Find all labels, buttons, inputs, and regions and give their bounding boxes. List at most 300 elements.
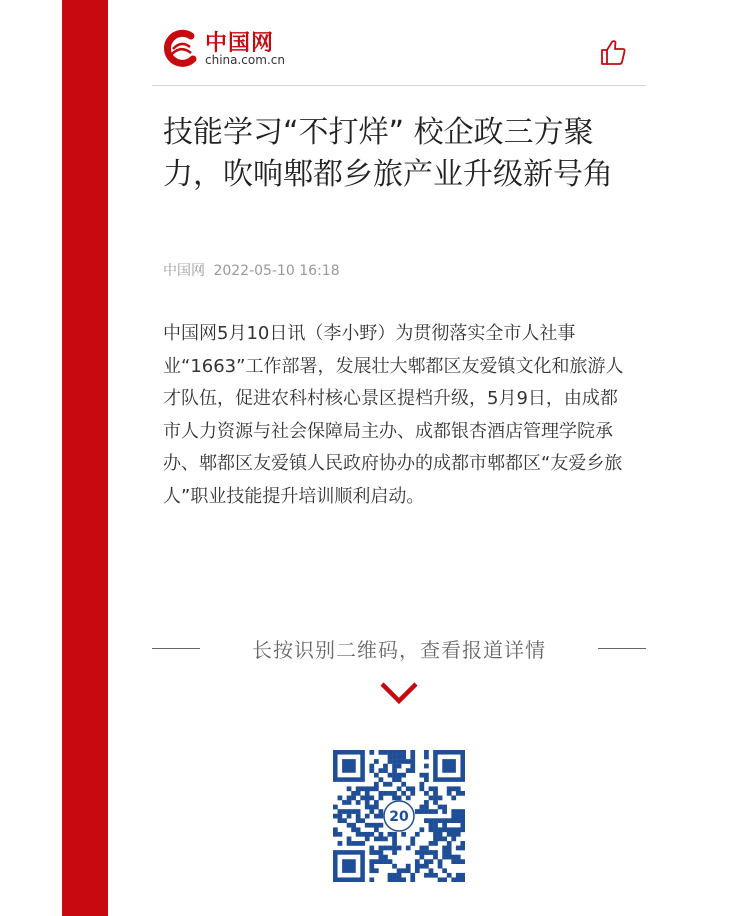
qr-module — [415, 859, 420, 864]
qr-module — [424, 791, 429, 796]
qr-module — [424, 809, 429, 814]
logo-chinese-text: 中国网 — [205, 31, 275, 56]
qr-module — [342, 818, 347, 823]
qr-module — [379, 836, 384, 841]
qr-module — [415, 850, 420, 855]
qr-module — [401, 773, 406, 778]
qr-module — [397, 759, 402, 764]
qr-module — [460, 814, 465, 819]
qr-module — [356, 818, 361, 823]
qr-module — [442, 850, 447, 855]
qr-module — [442, 805, 447, 810]
qr-module — [429, 841, 434, 846]
qr-module — [356, 814, 361, 819]
qr-module — [406, 868, 411, 873]
qr-module — [438, 859, 443, 864]
qr-module — [356, 827, 361, 832]
qr-module — [397, 786, 402, 791]
qr-module — [369, 832, 374, 837]
qr-module — [424, 764, 429, 769]
qr-module — [419, 782, 424, 787]
qr-module — [351, 823, 356, 828]
qr-module — [442, 836, 447, 841]
qr-module — [410, 759, 415, 764]
qr-module — [360, 796, 365, 801]
qr-module — [379, 796, 384, 801]
header-divider — [152, 85, 646, 86]
qr-module — [424, 859, 429, 864]
qr-module — [392, 764, 397, 769]
qr-module — [392, 836, 397, 841]
qr-module — [374, 814, 379, 819]
qr-module — [379, 859, 384, 864]
qr-module — [424, 805, 429, 810]
qr-module — [369, 846, 374, 851]
qr-module — [374, 773, 379, 778]
qr-module — [442, 877, 447, 882]
qr-module — [438, 805, 443, 810]
qr-module — [360, 832, 365, 837]
qr-module — [347, 814, 352, 819]
qr-module — [438, 818, 443, 823]
qr-module — [419, 864, 424, 869]
qr-code[interactable] — [333, 750, 465, 882]
qr-module — [460, 873, 465, 878]
qr-module — [347, 809, 352, 814]
qr-module — [456, 786, 461, 791]
qr-module — [424, 818, 429, 823]
qr-module — [451, 809, 456, 814]
qr-module — [460, 841, 465, 846]
qr-module — [397, 750, 402, 755]
qr-module — [392, 750, 397, 755]
qr-module — [447, 791, 452, 796]
qr-module — [410, 755, 415, 760]
qr-module — [406, 864, 411, 869]
qr-module — [374, 850, 379, 855]
qr-module — [451, 814, 456, 819]
qr-module — [401, 755, 406, 760]
qr-module — [369, 750, 374, 755]
qr-module — [383, 791, 388, 796]
qr-module — [388, 750, 393, 755]
qr-module — [333, 814, 338, 819]
qr-module — [447, 827, 452, 832]
qr-module — [369, 850, 374, 855]
qr-module — [460, 859, 465, 864]
qr-module — [383, 859, 388, 864]
qr-module — [456, 846, 461, 851]
qr-module — [369, 877, 374, 882]
qr-module — [388, 859, 393, 864]
article-source: 中国网 — [163, 263, 205, 279]
qr-module — [401, 759, 406, 764]
qr-module — [456, 873, 461, 878]
qr-module — [433, 841, 438, 846]
qr-module — [451, 818, 456, 823]
qr-module — [379, 814, 384, 819]
qr-module — [365, 791, 370, 796]
qr-module — [338, 809, 343, 814]
qr-badge-text: 20 — [389, 809, 409, 825]
qr-module — [374, 868, 379, 873]
qr-module — [433, 832, 438, 837]
qr-module — [419, 809, 424, 814]
qr-module — [379, 846, 384, 851]
qr-module — [401, 791, 406, 796]
qr-module — [419, 805, 424, 810]
qr-module — [401, 832, 406, 837]
qr-module — [356, 791, 361, 796]
qr-module — [374, 786, 379, 791]
qr-module — [460, 823, 465, 828]
qr-module — [379, 777, 384, 782]
qr-module — [429, 796, 434, 801]
qr-prompt-text: 长按识别二维码，查看报道详情 — [252, 638, 546, 662]
qr-module — [406, 759, 411, 764]
qr-module — [401, 877, 406, 882]
qr-module — [388, 877, 393, 882]
qr-module — [369, 809, 374, 814]
qr-module — [438, 864, 443, 869]
qr-module — [433, 850, 438, 855]
qr-module — [438, 836, 443, 841]
qr-module — [415, 832, 420, 837]
qr-module — [401, 750, 406, 755]
qr-module — [433, 786, 438, 791]
qr-module — [456, 814, 461, 819]
qr-module — [410, 873, 415, 878]
qr-module — [338, 832, 343, 837]
qr-module — [410, 750, 415, 755]
qr-module — [424, 773, 429, 778]
qr-module — [438, 832, 443, 837]
qr-module — [392, 791, 397, 796]
qr-module — [369, 786, 374, 791]
qr-module — [401, 782, 406, 787]
qr-module — [442, 855, 447, 860]
qr-module — [433, 818, 438, 823]
qr-module — [442, 827, 447, 832]
qr-module — [447, 832, 452, 837]
logo-domain-text: china.com.cn — [205, 53, 285, 67]
qr-module — [351, 796, 356, 801]
qr-module — [383, 764, 388, 769]
qr-module — [333, 827, 338, 832]
qr-module — [379, 855, 384, 860]
qr-module — [374, 859, 379, 864]
qr-module — [415, 864, 420, 869]
qr-module — [365, 823, 370, 828]
qr-module — [351, 809, 356, 814]
qr-module — [451, 786, 456, 791]
qr-module — [356, 786, 361, 791]
qr-module — [451, 859, 456, 864]
qr-module — [433, 836, 438, 841]
qr-module — [360, 786, 365, 791]
qr-module — [406, 786, 411, 791]
qr-module — [460, 877, 465, 882]
qr-module — [338, 841, 343, 846]
qr-module — [429, 873, 434, 878]
qr-module — [388, 773, 393, 778]
qr-module — [442, 846, 447, 851]
qr-module — [379, 850, 384, 855]
qr-module — [392, 841, 397, 846]
qr-module — [351, 841, 356, 846]
qr-module — [356, 809, 361, 814]
qr-module — [410, 841, 415, 846]
qr-module — [383, 768, 388, 773]
qr-module — [379, 791, 384, 796]
qr-module — [451, 832, 456, 837]
qr-module — [392, 832, 397, 837]
qr-module — [419, 850, 424, 855]
qr-module — [424, 864, 429, 869]
qr-module — [397, 755, 402, 760]
qr-module — [424, 800, 429, 805]
qr-finder — [342, 759, 356, 773]
china-logo-icon — [163, 28, 199, 68]
article-title: 技能学习“不打烊” 校企政三方聚力，吹响郫都乡旅产业升级新号角 — [163, 115, 613, 192]
qr-module — [451, 836, 456, 841]
qr-module — [401, 868, 406, 873]
qr-module — [410, 768, 415, 773]
qr-module — [342, 800, 347, 805]
qr-module — [369, 764, 374, 769]
qr-module — [442, 818, 447, 823]
qr-module — [397, 873, 402, 878]
qr-module — [397, 773, 402, 778]
qr-module — [379, 823, 384, 828]
qr-module — [415, 868, 420, 873]
qr-module — [460, 846, 465, 851]
qr-module — [392, 768, 397, 773]
qr-module — [419, 773, 424, 778]
qr-module — [456, 877, 461, 882]
qr-module — [369, 768, 374, 773]
qr-module — [419, 846, 424, 851]
qr-module — [451, 877, 456, 882]
qr-module — [460, 809, 465, 814]
qr-module — [424, 750, 429, 755]
qr-module — [406, 796, 411, 801]
qr-module — [442, 823, 447, 828]
qr-module — [374, 805, 379, 810]
qr-module — [374, 782, 379, 787]
qr-module — [429, 868, 434, 873]
qr-module — [397, 777, 402, 782]
qr-module — [429, 809, 434, 814]
qr-module — [438, 796, 443, 801]
qr-module — [360, 841, 365, 846]
qr-module — [347, 823, 352, 828]
prompt-divider-right — [598, 648, 646, 649]
qr-module — [410, 791, 415, 796]
qr-module — [392, 755, 397, 760]
qr-module — [433, 827, 438, 832]
qr-module — [419, 855, 424, 860]
qr-module — [424, 850, 429, 855]
qr-module — [424, 873, 429, 878]
qr-module — [447, 818, 452, 823]
qr-module — [369, 859, 374, 864]
qr-module — [397, 796, 402, 801]
qr-module — [369, 823, 374, 828]
qr-module — [438, 827, 443, 832]
qr-module — [388, 846, 393, 851]
qr-module — [347, 796, 352, 801]
qr-module — [424, 755, 429, 760]
qr-module — [347, 836, 352, 841]
qr-module — [379, 832, 384, 837]
qr-module — [388, 782, 393, 787]
qr-module — [460, 791, 465, 796]
qr-module — [392, 796, 397, 801]
qr-module — [369, 805, 374, 810]
qr-module — [383, 750, 388, 755]
qr-module — [369, 868, 374, 873]
qr-module — [392, 864, 397, 869]
qr-module — [397, 764, 402, 769]
qr-module — [383, 836, 388, 841]
qr-module — [424, 846, 429, 851]
qr-prompt — [152, 634, 646, 662]
qr-module — [397, 877, 402, 882]
qr-module — [433, 873, 438, 878]
qr-module — [338, 796, 343, 801]
qr-module — [429, 823, 434, 828]
chevron-down-icon — [379, 680, 419, 706]
qr-module — [451, 855, 456, 860]
qr-module — [429, 850, 434, 855]
qr-module — [429, 859, 434, 864]
qr-module — [383, 855, 388, 860]
qr-module — [333, 832, 338, 837]
thumbs-up-icon[interactable] — [599, 38, 627, 66]
qr-module — [460, 818, 465, 823]
qr-module — [451, 796, 456, 801]
qr-module — [365, 786, 370, 791]
qr-module — [410, 836, 415, 841]
qr-module — [374, 759, 379, 764]
qr-module — [451, 827, 456, 832]
qr-module — [360, 818, 365, 823]
qr-module — [433, 823, 438, 828]
qr-module — [433, 809, 438, 814]
qr-module — [456, 859, 461, 864]
qr-module — [397, 868, 402, 873]
header — [163, 26, 647, 86]
qr-module — [333, 805, 338, 810]
qr-module — [383, 846, 388, 851]
qr-module — [365, 836, 370, 841]
qr-module — [365, 805, 370, 810]
qr-module — [433, 800, 438, 805]
qr-module — [447, 873, 452, 878]
qr-module — [406, 768, 411, 773]
qr-module — [433, 796, 438, 801]
article-datetime: 2022-05-10 16:18 — [213, 263, 340, 279]
qr-module — [456, 818, 461, 823]
qr-module — [415, 809, 420, 814]
qr-module — [460, 827, 465, 832]
qr-module — [379, 750, 384, 755]
qr-module — [338, 814, 343, 819]
qr-module — [392, 846, 397, 851]
qr-module — [392, 773, 397, 778]
qr-module — [338, 818, 343, 823]
qr-module — [374, 800, 379, 805]
qr-module — [419, 827, 424, 832]
left-accent-bar — [62, 0, 108, 916]
qr-module — [456, 791, 461, 796]
qr-module — [447, 855, 452, 860]
qr-module — [369, 864, 374, 869]
qr-module — [347, 800, 352, 805]
qr-module — [392, 759, 397, 764]
qr-module — [374, 823, 379, 828]
qr-module — [433, 855, 438, 860]
qr-module — [410, 877, 415, 882]
qr-module — [392, 850, 397, 855]
qr-module — [388, 791, 393, 796]
qr-module — [410, 786, 415, 791]
qr-module — [374, 827, 379, 832]
qr-module — [356, 832, 361, 837]
qr-module — [456, 827, 461, 832]
qr-module — [388, 759, 393, 764]
qr-module — [433, 791, 438, 796]
qr-module — [379, 809, 384, 814]
qr-module — [447, 850, 452, 855]
qr-module — [410, 764, 415, 769]
qr-module — [374, 836, 379, 841]
qr-module — [397, 846, 402, 851]
qr-module — [429, 786, 434, 791]
china-com-cn-logo[interactable] — [163, 26, 303, 70]
qr-module — [424, 777, 429, 782]
qr-module — [406, 846, 411, 851]
qr-module — [392, 777, 397, 782]
qr-module — [388, 755, 393, 760]
qr-module — [447, 841, 452, 846]
qr-module — [356, 800, 361, 805]
qr-module — [388, 832, 393, 837]
qr-module — [388, 873, 393, 878]
qr-module — [438, 877, 443, 882]
qr-module — [392, 877, 397, 882]
qr-module — [383, 782, 388, 787]
qr-module — [379, 768, 384, 773]
qr-module — [447, 786, 452, 791]
qr-module — [369, 796, 374, 801]
qr-module — [442, 868, 447, 873]
qr-module — [456, 855, 461, 860]
qr-module — [351, 827, 356, 832]
qr-module — [356, 841, 361, 846]
qr-module — [429, 818, 434, 823]
qr-module — [365, 832, 370, 837]
qr-module — [456, 832, 461, 837]
qr-finder — [342, 859, 356, 873]
article-meta — [163, 260, 340, 280]
qr-module — [456, 809, 461, 814]
qr-module — [365, 796, 370, 801]
qr-module — [392, 873, 397, 878]
qr-module — [429, 827, 434, 832]
qr-module — [447, 846, 452, 851]
